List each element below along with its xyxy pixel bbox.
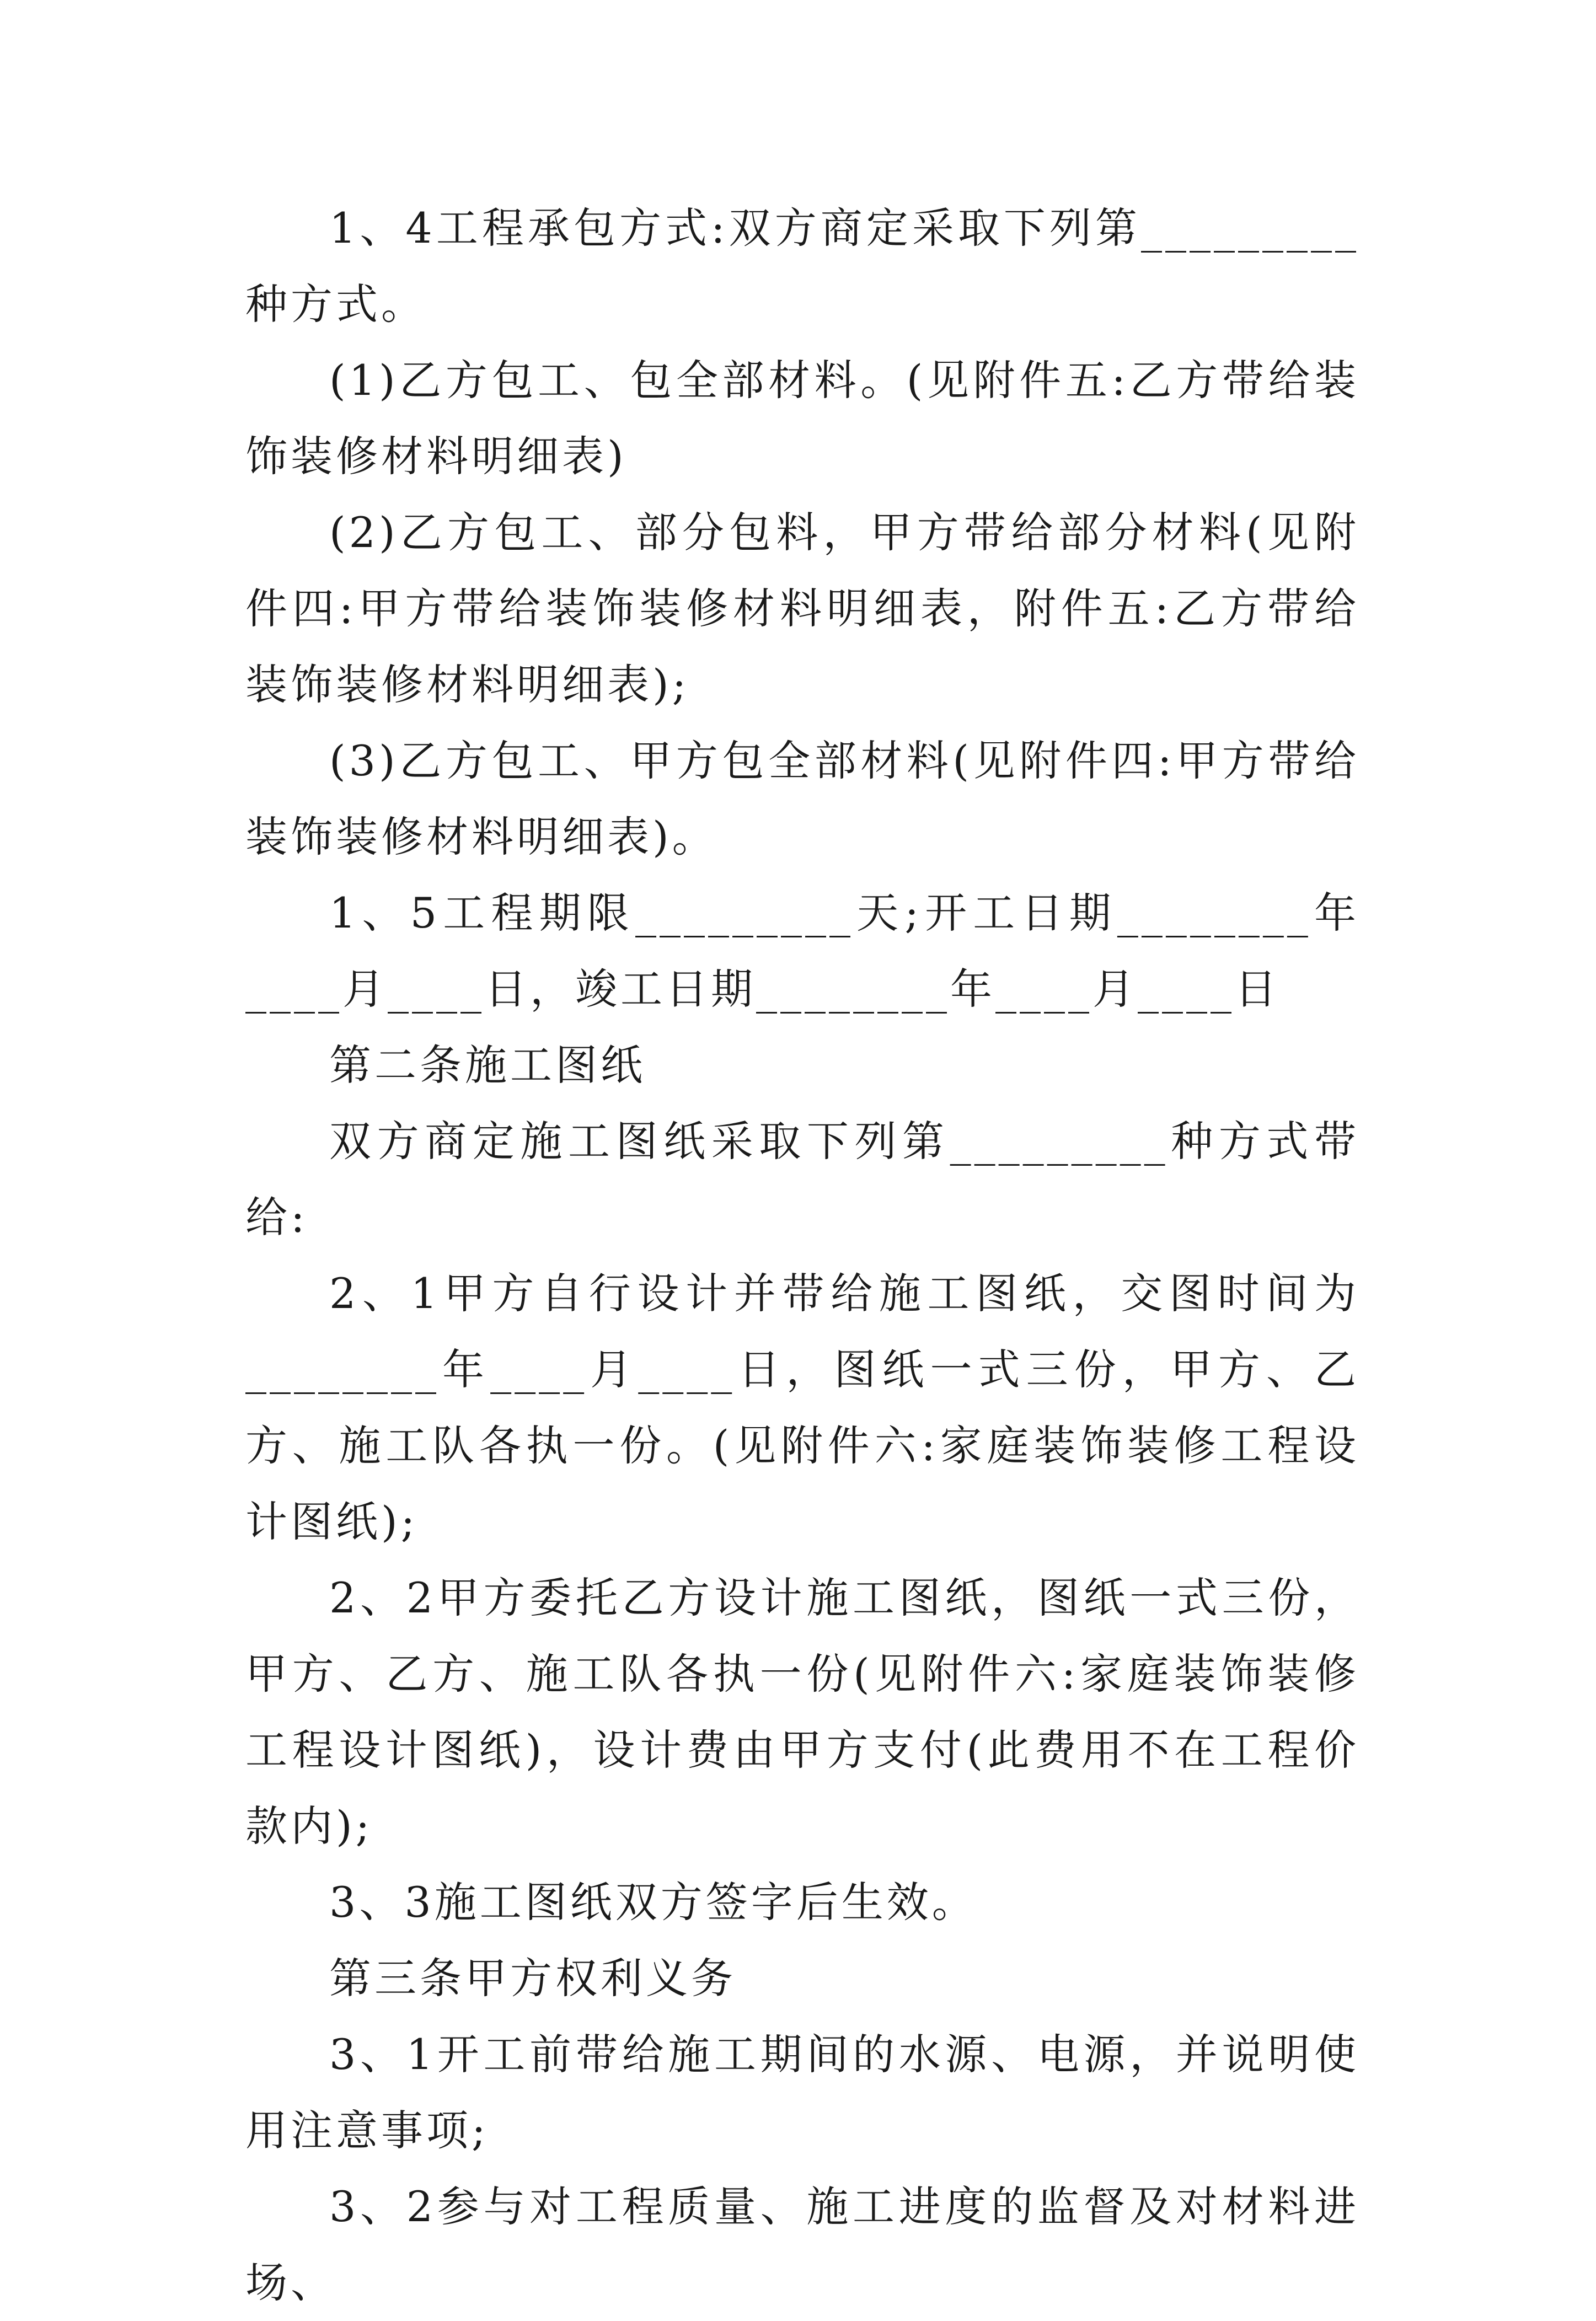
clause-3-2: 3、2参与对工程质量、施工进度的监督及对材料进场、 (245, 2182, 1359, 2307)
clause-2-1: 2、1甲方自行设计并带给施工图纸，交图时间为________年____月____日，图纸一式三份，甲方、乙方、施工队各执一份。(见附件六:家庭装饰装修工程设计图纸); (245, 1269, 1359, 1546)
clause-3-3: 3、3施工图纸双方签字后生效。 (329, 1878, 977, 1927)
clause-3-1: 3、1开工前带给施工期间的水源、电源，并说明使用注意事项; (245, 2030, 1359, 2155)
clause-1-4: 1、4工程承包方式:双方商定采取下列第_________种方式。 (245, 203, 1359, 329)
clause-1-5: 1、5工程期限_________天;开工日期________年____月____日，竣工日期________年____月____日 (245, 888, 1359, 1014)
drawings-intro: 双方商定施工图纸采取下列第_________种方式带给: (245, 1117, 1359, 1242)
option-1: (1)乙方包工、包全部材料。(见附件五:乙方带给装饰装修材料明细表) (245, 356, 1359, 481)
option-2: (2)乙方包工、部分包料，甲方带给部分材料(见附件四:甲方带给装饰装修材料明细表，附件五:乙方带给装饰装修材料明细表); (245, 508, 1359, 709)
section-heading-2: 第二条施工图纸 (329, 1041, 646, 1090)
clause-2-2: 2、2甲方委托乙方设计施工图纸，图纸一式三份，甲方、乙方、施工队各执一份(见附件六:家庭装饰装修工程设计图纸)，设计费由甲方支付(此费用不在工程价款内); (245, 1573, 1359, 1851)
contract-text (245, 190, 1359, 2321)
section-heading-3: 第三条甲方权利义务 (329, 1954, 736, 2003)
option-3: (3)乙方包工、甲方包全部材料(见附件四:甲方带给装饰装修材料明细表)。 (245, 736, 1359, 861)
